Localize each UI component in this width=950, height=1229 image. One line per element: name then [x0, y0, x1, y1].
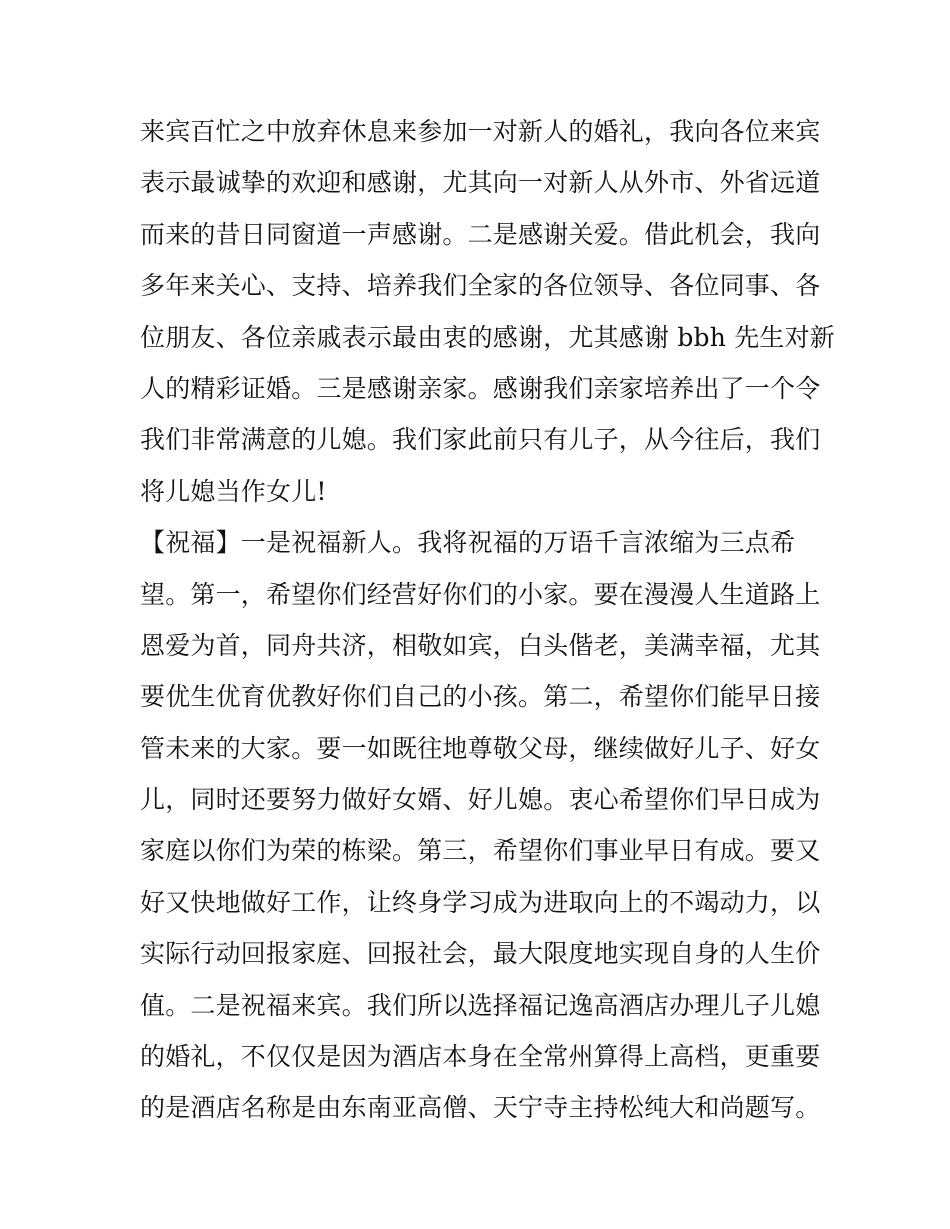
text-line: 实际行动回报家庭、回报社会，最大限度地实现自身的人生价 [140, 939, 821, 969]
text-line: 儿，同时还要努力做好女婿、好儿媳。衷心希望你们早日成为 [140, 785, 821, 815]
text-line: 来宾百忙之中放弃休息来参加一对新人的婚礼，我向各位来宾 [140, 117, 821, 146]
text-line: 表示最诚挚的欢迎和感谢，尤其向一对新人从外市、外省远道 [140, 168, 821, 198]
text-line: 而来的昔日同窗道一声感谢。二是感谢关爱。借此机会，我向 [140, 219, 821, 249]
text-line: 管未来的大家。要一如既往地尊敬父母，继续做好儿子、好女 [140, 733, 821, 763]
text-line: 多年来关心、支持、培养我们全家的各位领导、各位同事、各 [140, 271, 821, 301]
text-line: 值。二是祝福来宾。我们所以选择福记逸高酒店办理儿子儿媳 [140, 990, 821, 1020]
text-line: 好又快地做好工作，让终身学习成为进取向上的不竭动力，以 [140, 887, 821, 917]
body-text [140, 106, 836, 1134]
text-line: 将儿媳当作女儿! [140, 476, 327, 506]
text-line: 的婚礼，不仅仅是因为酒店本身在全常州算得上高档，更重要 [140, 1042, 821, 1072]
text-line: 要优生优育优教好你们自己的小孩。第二，希望你们能早日接 [140, 682, 821, 712]
text-line: 望。第一，希望你们经营好你们的小家。要在漫漫人生道路上 [140, 579, 821, 609]
text-line: 位朋友、各位亲戚表示最由衷的感谢，尤其感谢 bbh 先生对新 [140, 322, 836, 352]
text-line: 我们非常满意的儿媳。我们家此前只有儿子，从今往后，我们 [140, 425, 821, 455]
text-line: 人的精彩证婚。三是感谢亲家。感谢我们亲家培养出了一个令 [140, 373, 821, 403]
text-line: 的是酒店名称是由东南亚高僧、天宁寺主持松纯大和尚题写。 [140, 1093, 821, 1123]
text-line: 恩爱为首，同舟共济，相敬如宾，白头偕老，美满幸福，尤其 [140, 630, 821, 660]
text-line: 【祝福】一是祝福新人。我将祝福的万语千言浓缩为三点希 [140, 528, 796, 558]
text-line: 家庭以你们为荣的栋梁。第三，希望你们事业早日有成。要又 [140, 836, 821, 866]
